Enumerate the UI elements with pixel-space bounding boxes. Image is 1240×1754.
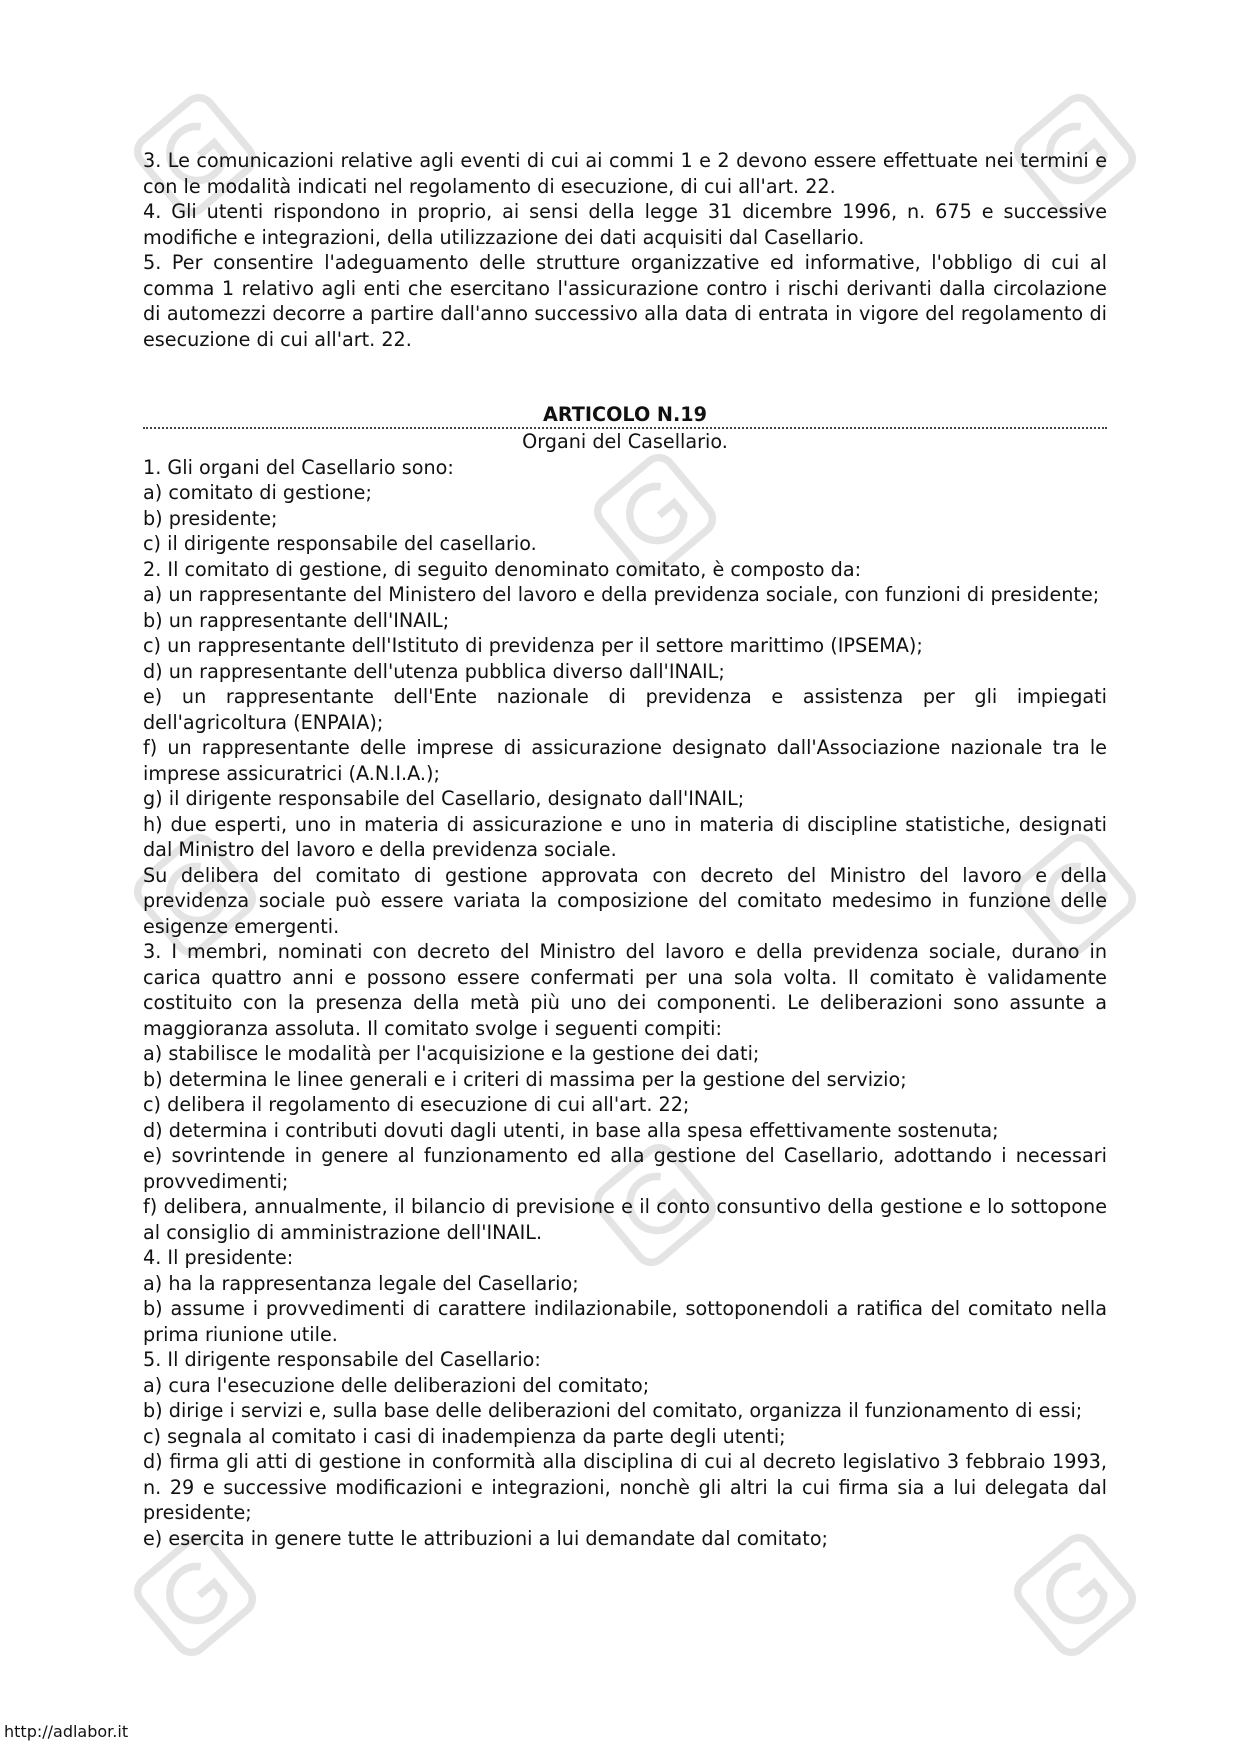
article-line: a) cura l'esecuzione delle deliberazioni del comitato; [143,1373,650,1397]
article-subtitle: Organi del Casellario. [522,430,728,453]
article-line: a) stabilisce le modalità per l'acquisizione e la gestione dei dati; [143,1042,760,1065]
article-line: c) un rappresentante dell'Istituto di previdenza per il settore marittimo (IPSEMA); [143,634,923,657]
article-line: a) comitato di gestione; [143,481,372,504]
article-line: c) delibera il regolamento di esecuzione di cui all'art. 22; [143,1093,690,1116]
article-line: 2. Il comitato di gestione, di seguito denominato comitato, è composto da: [143,557,862,581]
article-line: h) due esperti, uno in materia di assicurazione e uno in materia di discipline statistiche, designati dal Ministro del lavoro e della previdenza sociale. [143,812,1107,861]
article-line: d) firma gli atti di gestione in conformità alla disciplina di cui al decreto legislativo 3 febbraio 1993, n. 29 e successive modificazioni e integrazioni, nonchè gli altri la cui firma sia a lui delegata dal presidente; [143,1450,1107,1524]
paragraph-4: 4. Gli utenti rispondono in proprio, ai sensi della legge 31 dicembre 1996, n. 675 e successive modifiche e integrazioni, della utilizzazione dei dati acquisiti dal Casellario. [143,200,1107,249]
section-spacer [143,352,1107,402]
article-line: f) un rappresentante delle imprese di assicurazione designato dall'Associazione nazionale tra le imprese assicuratrici (A.N.I.A.); [143,736,1107,785]
article-body [143,455,1107,1552]
paragraph-3: 3. Le comunicazioni relative agli eventi di cui ai commi 1 e 2 devono essere effettuate nei termini e con le modalità indicati nel regolamento di esecuzione, di cui all'art. 22. [143,149,1107,198]
article-line: a) un rappresentante del Ministero del lavoro e della previdenza sociale, con funzioni di presidente; [143,583,1100,606]
article-line: e) sovrintende in genere al funzionamento ed alla gestione del Casellario, adottando i necessari provvedimenti; [143,1144,1107,1193]
article-line: e) esercita in genere tutte le attribuzioni a lui demandate dal comitato; [143,1526,829,1550]
article-line: g) il dirigente responsabile del Casellario, designato dall'INAIL; [143,787,745,810]
article-title: ARTICOLO N.19 [543,403,707,426]
article-line: d) un rappresentante dell'utenza pubblica diverso dall'INAIL; [143,659,725,683]
article-line: 1. Gli organi del Casellario sono: [143,455,454,479]
article-line: e) un rappresentante dell'Ente nazionale di previdenza e assistenza per gli impiegati dell'agricoltura (ENPAIA); [143,685,1107,734]
article-line: b) dirige i servizi e, sulla base delle deliberazioni del comitato, organizza il funzionamento di essi; [143,1399,1083,1422]
article-line: f) delibera, annualmente, il bilancio di previsione e il conto consuntivo della gestione e lo sottopone al consiglio di amministrazione dell'INAIL. [143,1195,1107,1244]
article-line: Su delibera del comitato di gestione approvata con decreto del Ministro del lavoro e della previdenza sociale può essere variata la composizione del comitato medesimo in funzione delle esigenze emergenti. [143,863,1107,938]
footer-url[interactable]: http://adlabor.it [4,1722,129,1741]
document-body [143,148,1107,1551]
article-line: b) determina le linee generali e i criteri di massima per la gestione del servizio; [143,1067,907,1091]
article-line: b) assume i provvedimenti di carattere indilazionabile, sottoponendoli a ratifica del comitato nella prima riunione utile. [143,1297,1107,1346]
article-line: 5. Il dirigente responsabile del Casellario: [143,1348,541,1371]
paragraph-5: 5. Per consentire l'adeguamento delle strutture organizzative ed informative, l'obbligo di cui al comma 1 relativo agli enti che esercitano l'assicurazione contro i rischi derivanti dalla circolazione di automezzi decorre a partire dall'anno successivo alla data di entrata in vigore del regolamento di esecuzione di cui all'art. 22. [143,251,1107,351]
article-line: c) il dirigente responsabile del casellario. [143,532,537,555]
article-line: d) determina i contributi dovuti dagli utenti, in base alla spesa effettivamente sostenuta; [143,1118,999,1142]
article-line: 4. Il presidente: [143,1246,294,1269]
article-line: a) ha la rappresentanza legale del Casellario; [143,1271,579,1295]
article-line: c) segnala al comitato i casi di inadempienza da parte degli utenti; [143,1424,786,1448]
article-line: 3. I membri, nominati con decreto del Ministro del lavoro e della previdenza sociale, durano in carica quattro anni e possono essere confermati per una sola volta. Il comitato è validamente costituito con la presenza della metà più uno dei componenti. Le deliberazioni sono assunte a maggioranza assoluta. Il comitato svolge i seguenti compiti: [143,940,1107,1040]
article-line: b) presidente; [143,506,278,530]
article-line: b) un rappresentante dell'INAIL; [143,608,450,632]
